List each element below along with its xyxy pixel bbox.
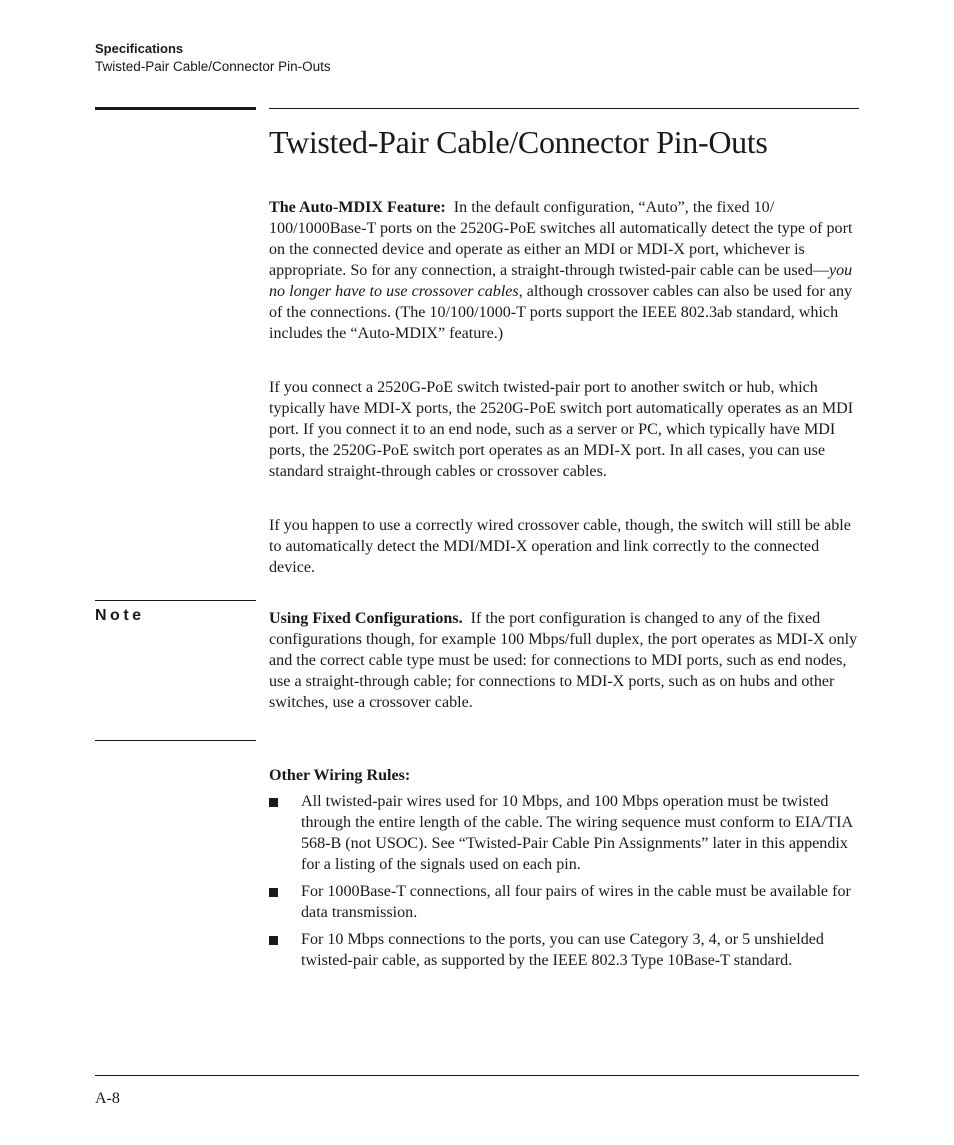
auto-mdix-heading: The Auto-MDIX Feature: (269, 199, 446, 216)
wiring-heading (269, 765, 861, 786)
list-item (269, 791, 861, 875)
list-item (269, 881, 861, 923)
square-bullet-icon (269, 888, 278, 897)
note-rule-bottom (95, 740, 256, 741)
note-rule-top (95, 600, 256, 601)
note-paragraph (269, 608, 861, 713)
list-item-text: All twisted-pair wires used for 10 Mbps, and 100 Mbps operation must be twisted through the entire length of the cable. The wiring sequence must conform to EIA/TIA 568-B (not USOC). See “Twisted-Pair Cable Pin Assignments” later in this appendix for a listing of the signals used on each pin. (301, 793, 853, 873)
header-rule-right (269, 108, 859, 109)
footer-rule (95, 1075, 859, 1076)
auto-mdix-text-1: In the default configuration, “Auto”, the fixed 10/ 100/1000Base-T ports on the 2520G-PoE switches all automatically detect the type of port on the connected device and operate as either an MDI or MDI-X port, whichever is appropriate. So for any connection, a straight-through twisted-pair cable can be used— (269, 199, 853, 279)
connection-paragraph: If you connect a 2520G-PoE switch twisted-pair port to another switch or hub, which typically have MDI-X ports, the 2520G-PoE switch port automatically operates as an MDI port. If you connect it to an end node, such as a server or PC, which typically have MDI ports, the 2520G-PoE switch port operates as an MDI-X port. In all cases, you can use standard straight-through cables or crossover cables. (269, 379, 854, 480)
note-label: Note (95, 607, 145, 624)
list-item-text: For 1000Base-T connections, all four pairs of wires in the cable must be available for data transmission. (301, 883, 851, 921)
note-text: If the port configuration is changed to any of the fixed configurations though, for example 100 Mbps/full duplex, the port operates as MDI-X only and the correct cable type must be used: for connections to MDI ports, such as end nodes, use a straight-through cable; for connections to MDI-X ports, such as on hubs and other switches, use a crossover cable. (269, 610, 858, 711)
list-item (269, 929, 861, 971)
page-title: Twisted-Pair Cable/Connector Pin-Outs (269, 124, 768, 160)
crossover-paragraph: If you happen to use a correctly wired crossover cable, though, the switch will still be able to automatically detect the MDI/MDI-X operation and link correctly to the connected device. (269, 517, 851, 576)
wiring-rules-list (269, 791, 861, 977)
auto-mdix-text-2: , although crossover cables can also be used for any of the connections. (The 10/100/1000-T ports support the IEEE 802.3ab standard, which includes the “Auto-MDIX” feature.) (269, 283, 853, 342)
running-header-subsection: Twisted-Pair Cable/Connector Pin-Outs (95, 59, 331, 74)
running-header-section: Specifications (95, 41, 184, 56)
note-heading: Using Fixed Configurations. (269, 610, 463, 627)
page-number: A-8 (95, 1090, 120, 1107)
header-rule-left (95, 107, 256, 110)
square-bullet-icon (269, 798, 278, 807)
wiring-heading-text: Other Wiring Rules: (269, 767, 411, 784)
square-bullet-icon (269, 936, 278, 945)
list-item-text: For 10 Mbps connections to the ports, you can use Category 3, 4, or 5 unshielded twisted-pair cable, as supported by the IEEE 802.3 Type 10Base-T standard. (301, 931, 824, 969)
auto-mdix-emphasis: you no longer have to use crossover cables (269, 262, 853, 300)
auto-mdix-paragraph (269, 197, 861, 344)
